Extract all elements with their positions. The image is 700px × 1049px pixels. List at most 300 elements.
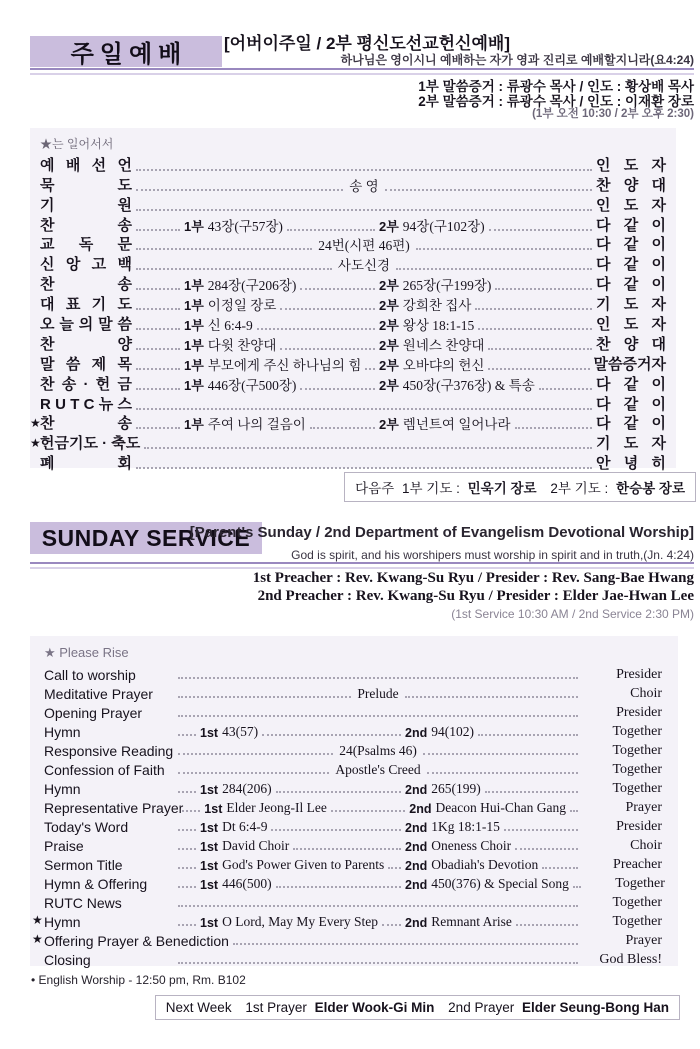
row-title: 찬 송 — [40, 415, 132, 433]
row-presider: 찬 양 대 — [596, 176, 666, 194]
service-row — [40, 334, 666, 354]
part-second-value: Deacon Hui-Chan Gang — [435, 800, 566, 815]
row-title: Sermon Title — [44, 857, 123, 873]
row-presider: Choir — [630, 838, 662, 853]
dotted-leader — [539, 388, 592, 390]
row-presider: Presider — [616, 667, 662, 682]
next-week-prayer-1-name: 민욱기 장로 — [467, 481, 537, 496]
part-second — [379, 334, 596, 354]
part-second-label: 2부 — [379, 318, 399, 334]
english-section-title: SUNDAY SERVICE — [41, 524, 251, 551]
row-title: 헌금기도 · 축도 — [40, 435, 141, 453]
next-week-prayer-2-label: 2nd Prayer — [448, 1000, 515, 1015]
service-row — [44, 873, 665, 892]
part-first-value: O Lord, May My Every Step — [222, 914, 379, 929]
part-second-value: 왕상 18:1-15 — [402, 318, 475, 334]
row-presider: Preacher — [613, 857, 662, 872]
divider-rule — [30, 68, 694, 75]
part-second-value: 오바댜의 헌신 — [402, 357, 485, 373]
part-second — [379, 314, 596, 334]
service-row — [44, 797, 662, 816]
row-title: 폐 회 — [40, 455, 132, 473]
part-first-label: 1부 — [184, 278, 204, 294]
part-first-label: 1부 — [184, 298, 204, 314]
dotted-leader — [178, 734, 196, 736]
part-second — [379, 274, 596, 294]
dotted-leader — [276, 791, 401, 793]
part-second — [379, 413, 596, 433]
part-second-label: 2부 — [379, 218, 399, 234]
part-first — [184, 354, 379, 374]
row-title: Closing — [44, 952, 91, 968]
dotted-leader — [405, 696, 578, 698]
row-title: 기 원 — [40, 196, 132, 214]
english-preachers-line-1: 1st Preacher : Rev. Kwang-Su Ryu / Presider : Rev. Sang-Bae Hwang — [252, 570, 694, 586]
dotted-leader — [136, 248, 312, 250]
service-row — [44, 702, 662, 721]
dotted-leader — [287, 229, 375, 231]
next-week-prayer-2-name: 한승봉 장로 — [616, 481, 685, 496]
part-second-value: 94장(구102장) — [402, 218, 485, 234]
row-center-value: Apostle's Creed — [335, 762, 421, 777]
dotted-leader — [280, 308, 375, 310]
rise-star-icon: ★ — [30, 436, 41, 451]
row-title: 오 늘 의 말 씀 — [40, 316, 132, 334]
part-first-value: David Choir — [222, 838, 290, 853]
dotted-leader — [136, 169, 592, 171]
dotted-leader — [515, 427, 593, 429]
service-row — [40, 175, 666, 195]
service-row — [40, 274, 666, 294]
service-row — [44, 759, 662, 778]
dotted-leader — [478, 328, 592, 330]
part-second — [405, 781, 582, 797]
part-second-label: 2nd — [405, 916, 428, 930]
part-first — [200, 876, 405, 892]
dotted-leader — [178, 696, 351, 698]
dotted-leader — [423, 753, 578, 755]
row-presider: 인 도 자 — [596, 196, 666, 214]
part-second-value: 265(199) — [431, 781, 481, 796]
dotted-leader — [178, 924, 196, 926]
part-first — [200, 838, 405, 854]
part-second-value: Remnant Arise — [431, 914, 512, 929]
row-title: Responsive Reading — [44, 743, 174, 759]
korean-service-order — [30, 128, 676, 473]
part-second-value: 94(102) — [431, 724, 474, 739]
part-second-label: 2부 — [379, 298, 399, 314]
service-row — [40, 354, 666, 374]
dotted-leader — [136, 368, 180, 370]
row-title: Opening Prayer — [44, 705, 143, 721]
part-first-label: 1st — [200, 783, 219, 797]
next-week-prayer-1-label: 1st Prayer — [245, 1000, 307, 1015]
service-row — [40, 294, 666, 314]
part-second-value: 강희찬 집사 — [402, 298, 472, 314]
part-first — [200, 914, 405, 930]
korean-rows — [30, 155, 667, 473]
part-first — [184, 294, 379, 314]
part-second-label: 2nd — [405, 726, 428, 740]
part-first — [184, 374, 379, 394]
part-second-label: 2부 — [379, 417, 399, 433]
english-service-order — [30, 636, 678, 966]
part-second-value: 265장(구199장) — [402, 278, 492, 294]
english-service-times: (1st Service 10:30 AM / 2nd Service 2:30 PM) — [451, 607, 694, 621]
dotted-leader — [144, 447, 592, 449]
rise-star-icon: ★ — [32, 932, 43, 946]
service-row — [40, 374, 666, 394]
dotted-leader — [488, 348, 592, 350]
service-row — [40, 314, 666, 334]
next-week-prayer-1-label: 1부 기도 : — [401, 481, 460, 496]
part-first — [200, 781, 405, 797]
row-center-value: 송 영 — [349, 178, 379, 194]
part-first-value: 주여 나의 걸음이 — [207, 417, 306, 433]
dotted-leader — [262, 734, 401, 736]
part-second-value: 450장(구376장) & 특송 — [402, 377, 535, 393]
row-title: Praise — [44, 838, 84, 854]
next-week-label: Next Week — [165, 1000, 232, 1015]
dotted-leader — [178, 905, 578, 907]
part-first — [184, 334, 379, 354]
dotted-leader — [178, 886, 196, 888]
part-first-value: 446(500) — [222, 876, 272, 891]
row-presider: Together — [612, 781, 662, 796]
service-row — [40, 215, 666, 235]
dotted-leader — [178, 753, 333, 755]
next-week-label: 다음주 — [355, 481, 395, 496]
rise-star-icon: ★ — [30, 416, 41, 431]
service-row — [44, 664, 662, 683]
part-second-label: 2nd — [405, 840, 428, 854]
row-presider: 기 도 자 — [596, 296, 666, 314]
dotted-leader — [570, 810, 578, 812]
part-second-label: 2nd — [409, 802, 432, 816]
dotted-leader — [178, 867, 196, 869]
part-first — [200, 819, 405, 835]
part-first-value: 43(57) — [222, 724, 259, 739]
service-row — [44, 683, 662, 702]
row-presider: Choir — [630, 686, 662, 701]
korean-preachers-line-1: 1부 말씀증거 : 류광수 목사 / 인도 : 황상배 목사 — [418, 79, 694, 94]
dotted-leader — [233, 943, 578, 945]
part-first — [184, 314, 379, 334]
part-first — [184, 274, 379, 294]
part-second-label: 2nd — [405, 821, 428, 835]
row-presider: Together — [612, 724, 662, 739]
row-title: 신 앙 고 백 — [40, 256, 132, 274]
dotted-leader — [475, 308, 592, 310]
dotted-leader — [331, 810, 405, 812]
korean-section-title: 주일예배 — [70, 41, 188, 68]
part-second — [405, 876, 585, 892]
row-presider: 인 도 자 — [596, 156, 666, 174]
next-week-prayer-2-label: 2부 기도 : — [550, 481, 609, 496]
part-first-label: 1st — [200, 878, 219, 892]
row-title: RUTC News — [44, 895, 122, 911]
dotted-leader — [488, 368, 589, 370]
service-row — [30, 414, 666, 434]
part-first-value: Elder Jeong-Il Lee — [226, 800, 327, 815]
row-presider: 다 같 이 — [596, 395, 666, 413]
english-preachers-line-2: 2nd Preacher : Rev. Kwang-Su Ryu / Presider : Elder Jae-Hwan Lee — [257, 588, 694, 604]
dotted-leader — [293, 848, 401, 850]
row-presider: Presider — [616, 819, 662, 834]
service-row — [40, 453, 666, 473]
part-first-label: 1st — [200, 916, 219, 930]
dotted-leader — [276, 886, 401, 888]
dotted-leader — [182, 810, 200, 812]
dotted-leader — [300, 288, 375, 290]
part-first-label: 1st — [200, 821, 219, 835]
korean-next-week-box — [344, 472, 696, 502]
part-first-label: 1부 — [184, 318, 204, 334]
part-second-label: 2부 — [379, 278, 399, 294]
next-week-prayer-2-name: Elder Seung-Bong Han — [521, 1000, 669, 1015]
divider-rule — [30, 562, 694, 569]
dotted-leader — [136, 348, 180, 350]
row-title: 말 씀 제 목 — [40, 355, 132, 373]
row-presider: Together — [615, 876, 665, 891]
dotted-leader — [280, 348, 375, 350]
part-first-value: Dt 6:4-9 — [222, 819, 268, 834]
row-presider: 인 도 자 — [596, 316, 666, 334]
part-second — [405, 914, 582, 930]
part-first-value: 이정일 장로 — [207, 298, 277, 314]
part-second-label: 2부 — [379, 377, 399, 393]
row-presider: Prayer — [625, 800, 662, 815]
row-title: Meditative Prayer — [44, 686, 153, 702]
dotted-leader — [136, 328, 180, 330]
dotted-leader — [416, 248, 592, 250]
service-row — [32, 911, 662, 930]
english-next-week-box — [155, 995, 680, 1020]
part-first-label: 1부 — [184, 218, 204, 234]
row-title: 찬 송 — [40, 276, 132, 294]
korean-rise-note: ★는 일어서서 — [40, 137, 114, 151]
part-second-value: 1Kg 18:1-15 — [431, 819, 500, 834]
dotted-leader — [542, 867, 578, 869]
service-row — [44, 892, 662, 911]
dotted-leader — [136, 229, 180, 231]
part-first-label: 1st — [204, 802, 223, 816]
part-second-label: 2부 — [379, 357, 399, 373]
part-second — [409, 800, 582, 816]
part-first-label: 1부 — [184, 357, 204, 373]
part-first — [184, 215, 379, 235]
dotted-leader — [136, 189, 343, 191]
korean-preachers-line-2: 2부 말씀증거 : 류광수 목사 / 인도 : 이재환 장로 — [418, 94, 694, 109]
row-presider: Prayer — [625, 933, 662, 948]
korean-section-header — [30, 36, 222, 67]
part-second — [405, 857, 582, 873]
part-second-label: 2nd — [405, 878, 428, 892]
service-row — [44, 854, 662, 873]
service-row — [40, 254, 666, 274]
row-center-value: 24번(시편 46편) — [318, 238, 410, 254]
row-presider: 찬 양 대 — [596, 335, 666, 353]
row-presider: 다 같 이 — [596, 415, 666, 433]
dotted-leader — [515, 848, 578, 850]
dotted-leader — [178, 677, 578, 679]
english-worship-footnote: • English Worship - 12:50 pm, Rm. B102 — [31, 973, 246, 987]
korean-subtitle: [어버이주일 / 2부 평신도선교헌신예배] — [224, 34, 510, 53]
part-second-value: 450(376) & Special Song — [431, 876, 569, 891]
row-center-value: Prelude — [357, 686, 399, 701]
row-presider: 다 같 이 — [596, 375, 666, 393]
row-title: Hymn & Offering — [44, 876, 148, 892]
dotted-leader — [178, 772, 329, 774]
dotted-leader — [495, 288, 592, 290]
service-row — [32, 930, 662, 949]
dotted-leader — [427, 772, 578, 774]
part-second-label: 2nd — [405, 783, 428, 797]
service-row — [44, 721, 662, 740]
service-row — [40, 235, 666, 255]
row-title: Confession of Faith — [44, 762, 165, 778]
row-title: 찬 송 · 헌 금 — [40, 375, 132, 393]
service-row — [44, 816, 662, 835]
row-presider: 말씀증거자 — [593, 355, 666, 373]
next-week-prayer-1-name: Elder Wook-Gi Min — [314, 1000, 435, 1015]
korean-service-times: (1부 오전 10:30 / 2부 오후 2:30) — [532, 108, 694, 120]
row-center-value: 사도신경 — [337, 258, 391, 274]
part-first-value: 부모에게 주신 하나님의 힘 — [207, 357, 362, 373]
part-second — [405, 838, 582, 854]
row-title: Representative Prayer — [44, 800, 184, 816]
dotted-leader — [136, 288, 180, 290]
row-title: Offering Prayer & Benediction — [44, 933, 229, 949]
row-presider: 안 녕 히 — [596, 455, 666, 473]
part-second-value: Obadiah's Devotion — [431, 857, 539, 872]
part-second — [379, 374, 596, 394]
row-title: Hymn — [44, 914, 81, 930]
service-row — [44, 835, 662, 854]
row-presider: 다 같 이 — [596, 276, 666, 294]
row-center-value: 24(Psalms 46) — [339, 743, 417, 758]
row-presider: Together — [612, 762, 663, 777]
part-second — [379, 354, 594, 374]
part-first-label: 1st — [200, 840, 219, 854]
row-presider: 다 같 이 — [596, 256, 667, 274]
dotted-leader — [178, 715, 578, 717]
dotted-leader — [136, 408, 592, 410]
dotted-leader — [489, 229, 592, 231]
row-presider: Together — [612, 743, 662, 758]
dotted-leader — [136, 388, 180, 390]
row-presider: Together — [612, 914, 662, 929]
english-verse: God is spirit, and his worshipers must worship in spirit and in truth,(Jn. 4:24) — [291, 548, 694, 562]
row-title: 묵 도 — [40, 176, 132, 194]
part-second — [379, 215, 596, 235]
part-first — [184, 413, 379, 433]
dotted-leader — [365, 368, 375, 370]
dotted-leader — [388, 867, 401, 869]
dotted-leader — [136, 467, 592, 469]
service-row — [40, 155, 666, 175]
rise-star-icon: ★ — [32, 913, 43, 927]
part-first-value: 446장(구500장) — [207, 377, 297, 393]
service-row — [40, 394, 666, 414]
part-first-value: God's Power Given to Parents — [222, 857, 385, 872]
row-title: 교 독 문 — [40, 236, 132, 254]
row-title: Call to worship — [44, 667, 136, 683]
part-first-value: 284장(구206장) — [207, 278, 297, 294]
dotted-leader — [573, 886, 581, 888]
part-first-label: 1부 — [184, 337, 204, 353]
part-first — [200, 857, 405, 873]
dotted-leader — [178, 829, 196, 831]
dotted-leader — [136, 427, 180, 429]
dotted-leader — [300, 388, 375, 390]
dotted-leader — [178, 962, 578, 964]
dotted-leader — [516, 924, 578, 926]
dotted-leader — [257, 328, 375, 330]
dotted-leader — [136, 308, 180, 310]
english-rows — [32, 664, 665, 968]
part-first-value: 다윗 찬양대 — [207, 337, 277, 353]
part-first-value: 43장(구57장) — [207, 218, 283, 234]
service-row — [30, 433, 666, 453]
part-second — [405, 819, 582, 835]
part-second-value: 렘넌트여 일어나라 — [402, 417, 511, 433]
part-first-label: 1부 — [184, 417, 204, 433]
dotted-leader — [136, 268, 332, 270]
part-first — [204, 800, 409, 816]
row-title: 찬 양 — [40, 335, 132, 353]
part-first-value: 신 6:4-9 — [207, 318, 253, 334]
row-title: 예 배 선 언 — [40, 156, 132, 174]
part-second-label: 2부 — [379, 337, 399, 353]
part-second — [379, 294, 596, 314]
row-presider: Presider — [616, 705, 662, 720]
row-title: 대 표 기 도 — [40, 296, 132, 314]
english-rise-note: ★ Please Rise — [44, 645, 129, 660]
row-title: 찬 송 — [40, 216, 132, 234]
service-row — [40, 195, 666, 215]
dotted-leader — [385, 189, 592, 191]
row-title: Hymn — [44, 781, 81, 797]
part-second-value: 원네스 찬양대 — [402, 337, 485, 353]
row-presider: Together — [612, 895, 662, 910]
dotted-leader — [136, 209, 592, 211]
dotted-leader — [271, 829, 401, 831]
part-first-value: 284(206) — [222, 781, 272, 796]
part-first-label: 1st — [200, 726, 219, 740]
row-presider: 기 도 자 — [596, 435, 666, 453]
dotted-leader — [178, 791, 196, 793]
dotted-leader — [504, 829, 578, 831]
dotted-leader — [178, 848, 196, 850]
dotted-leader — [382, 924, 401, 926]
dotted-leader — [310, 427, 375, 429]
dotted-leader — [396, 268, 592, 270]
dotted-leader — [485, 791, 578, 793]
part-second — [405, 724, 582, 740]
dotted-leader — [478, 734, 578, 736]
english-subtitle: [Parent's Sunday / 2nd Department of Evangelism Devotional Worship] — [189, 524, 694, 541]
part-first — [200, 724, 405, 740]
row-title: Today's Word — [44, 819, 129, 835]
row-title: R U T C 뉴 스 — [40, 395, 132, 413]
part-second-value: Oneness Choir — [431, 838, 512, 853]
korean-verse: 하나님은 영이시니 예배하는 자가 영과 진리로 예배할지니라(요4:24) — [340, 53, 694, 67]
service-row — [44, 740, 662, 759]
row-presider: 다 같 이 — [596, 236, 666, 254]
part-second-label: 2nd — [405, 859, 428, 873]
service-row — [44, 949, 662, 968]
